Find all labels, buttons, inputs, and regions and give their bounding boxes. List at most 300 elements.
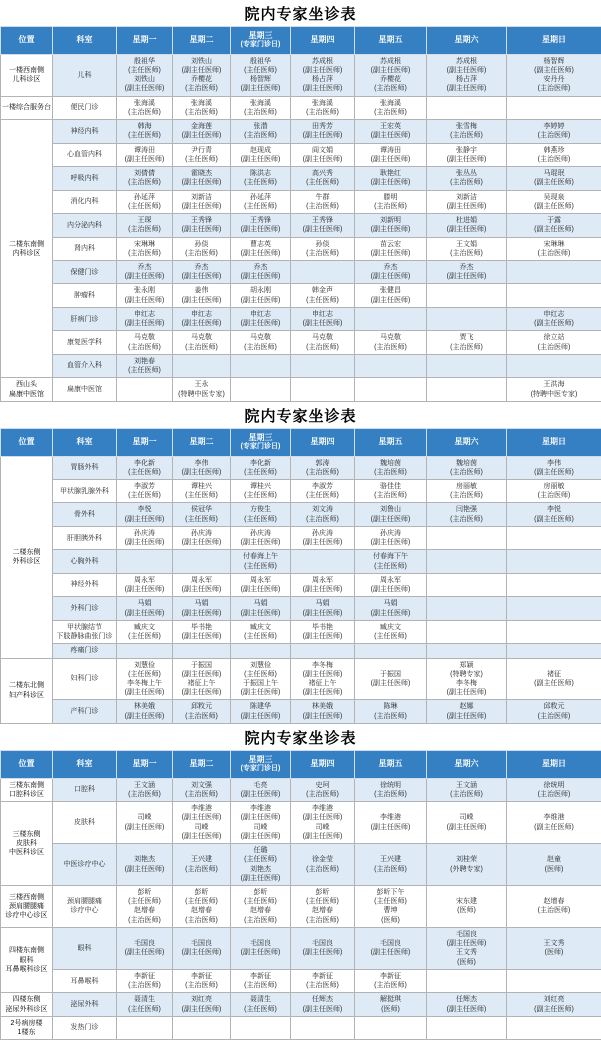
doctor-name: 王宏英 — [355, 122, 426, 131]
schedule-cell — [231, 573, 291, 596]
schedule-cell — [507, 96, 601, 119]
doctor-title: (副主任医师) — [117, 585, 172, 594]
schedule-cell — [427, 573, 507, 596]
doctor-title: (副主任医师) — [231, 319, 290, 328]
schedule-cell — [427, 927, 507, 969]
doctor-title: (主任医师) — [231, 515, 290, 524]
doctor-name: 马娟 — [117, 599, 172, 608]
doctor-name: 尹行青 — [173, 146, 230, 155]
doctor-title: (副主任医师) — [355, 249, 426, 258]
schedule-cell — [117, 214, 173, 237]
doctor-name: 聂清生 — [231, 995, 290, 1004]
doctor-name: 房丽敏 — [507, 482, 601, 491]
schedule-cell — [291, 307, 355, 330]
doctor-name: 韩海 — [117, 122, 172, 131]
header-cell: 星期二 — [173, 27, 231, 55]
doctor-name: 张雪梅 — [427, 122, 506, 131]
doctor-title: (副主任医师) — [173, 538, 230, 547]
doctor-title: (主治医师) — [117, 343, 172, 352]
department-cell: 泌尿外科 — [53, 993, 117, 1016]
doctor-name: 郭涛 — [291, 459, 354, 468]
doctor-title: (副主任医师) — [427, 202, 506, 211]
header-cell: 星期六 — [427, 27, 507, 55]
schedule-cell — [291, 260, 355, 283]
doctor-title: (主任医师) — [231, 632, 290, 641]
header-cell: 星期三 (专家门诊日) — [231, 27, 291, 55]
doctor-title: (副主任医师) — [427, 1005, 506, 1014]
schedule-cell — [231, 354, 291, 377]
doctor-name: 臧庆文 — [355, 623, 426, 632]
doctor-name: 彭昕 — [231, 888, 290, 897]
header-cell: 科室 — [53, 750, 117, 778]
schedule-cell — [291, 284, 355, 307]
schedule-cell — [117, 620, 173, 643]
schedule-cell — [231, 378, 291, 401]
schedule-cell — [355, 802, 427, 844]
doctor-title: (副主任医师) — [291, 66, 354, 75]
doctor-title: (副主任医师) — [291, 712, 354, 721]
doctor-title: (主治医师) — [117, 981, 172, 990]
schedule-cell — [231, 1016, 291, 1039]
doctor-name: 王秀锋 — [231, 216, 290, 225]
schedule-cell — [173, 658, 231, 700]
schedule-cell — [507, 620, 601, 643]
doctor-title: (主治医师) — [427, 131, 506, 140]
schedule-cell — [173, 54, 231, 96]
schedule-cell — [427, 143, 507, 166]
doctor-name: 刘红亮 — [507, 995, 601, 1004]
header-cell: 星期三 (专家门诊日) — [231, 750, 291, 778]
doctor-title: (主治医师) — [507, 249, 601, 258]
schedule-cell — [507, 573, 601, 596]
schedule-cell — [507, 1016, 601, 1039]
header-cell: 星期二 — [173, 428, 231, 456]
doctor-title: (主任医师) — [117, 1005, 172, 1014]
doctor-name: 苗云宏 — [355, 240, 426, 249]
doctor-name: 李维港 — [507, 813, 601, 822]
doctor-name: 王秀锋 — [173, 216, 230, 225]
doctor-name: 张海溪 — [355, 99, 426, 108]
doctor-title: (副主任医师) — [117, 319, 172, 328]
doctor-name: 王洪海 — [507, 380, 601, 389]
schedule-cell — [231, 597, 291, 620]
doctor-title: (副主任医师) — [173, 832, 230, 841]
schedule-cell — [291, 597, 355, 620]
doctor-title: (副主任医师) — [173, 632, 230, 641]
doctor-name: 刘文强 — [173, 781, 230, 790]
department-cell: 扁康中医馆 — [53, 378, 117, 401]
schedule-cell — [291, 237, 355, 260]
header-cell: 星期一 — [117, 428, 173, 456]
schedule-cell — [231, 331, 291, 354]
doctor-title: (主治医师) — [507, 343, 601, 352]
schedule-cell — [231, 167, 291, 190]
schedule-cell — [231, 260, 291, 283]
schedule-cell — [173, 354, 231, 377]
doctor-title: (副主任医师) — [173, 131, 230, 140]
schedule-cell — [291, 573, 355, 596]
doctor-name: 于振国 — [173, 661, 230, 670]
header-cell: 星期四 — [291, 428, 355, 456]
schedule-cell — [355, 143, 427, 166]
schedule-cell — [117, 597, 173, 620]
doctor-title: (主任医师) — [355, 562, 426, 571]
doctor-title: (副主任医师) — [231, 225, 290, 234]
schedule-cell — [231, 480, 291, 503]
doctor-title: (主任医师) — [117, 202, 172, 211]
doctor-name: 王琛 — [117, 216, 172, 225]
schedule-cell — [173, 597, 231, 620]
doctor-name: 林美娥 — [291, 702, 354, 711]
doctor-title: (副主任医师) — [173, 272, 230, 281]
doctor-name: 褚征上午 — [173, 679, 230, 688]
doctor-title: (副主任医师) — [231, 84, 290, 93]
table-title: 院内专家坐诊表 — [0, 0, 601, 26]
doctor-title: (外聘专家) — [427, 865, 506, 874]
doctor-title: (副主任医师) — [355, 131, 426, 140]
schedule-cell — [117, 503, 173, 526]
doctor-title: (主治医师) — [355, 491, 426, 500]
schedule-cell — [117, 307, 173, 330]
doctor-name: 毛亮 — [231, 781, 290, 790]
department-cell: 甲状腺结节 下肢静脉曲张门诊 — [53, 620, 117, 643]
schedule-cell — [173, 260, 231, 283]
schedule-cell — [173, 96, 231, 119]
schedule-cell — [507, 503, 601, 526]
doctor-title: (医师) — [427, 906, 506, 915]
doctor-name: 房丽敏 — [427, 482, 506, 491]
doctor-title: (主治医师) — [173, 916, 230, 925]
doctor-name: 徐立站 — [507, 333, 601, 342]
doctor-title: (主治医师) — [173, 84, 230, 93]
doctor-name: 李婷婷 — [507, 122, 601, 131]
doctor-name: 李维港 — [355, 813, 426, 822]
schedule-cell — [173, 526, 231, 549]
doctor-title: (副主任医师) — [355, 155, 426, 164]
doctor-name: 周永军 — [355, 576, 426, 585]
doctor-title: (副主任医师) — [231, 249, 290, 258]
schedule-cell — [507, 190, 601, 213]
doctor-name: 乔樱花 — [173, 75, 230, 84]
doctor-title: (副主任医师) — [507, 66, 601, 75]
location-cell: 一楼综合服务台 — [1, 96, 53, 119]
doctor-title: (主任医师) — [231, 855, 290, 864]
doctor-title: (医师) — [427, 958, 506, 967]
table-title: 院内专家坐诊表 — [0, 402, 601, 428]
doctor-name: 李冬梅 — [291, 661, 354, 670]
doctor-name: 陈建华 — [231, 702, 290, 711]
doctor-name: 苏成根 — [355, 57, 426, 66]
header-cell: 星期五 — [355, 428, 427, 456]
header-cell: 星期五 — [355, 750, 427, 778]
schedule-cell — [117, 802, 173, 844]
schedule-cell — [117, 573, 173, 596]
doctor-name: 刘铁山 — [173, 57, 230, 66]
expert-day-note: (专家门诊日) — [231, 443, 290, 452]
schedule-cell — [427, 526, 507, 549]
doctor-name: 安丹丹 — [507, 75, 601, 84]
doctor-name: 马克敬 — [117, 333, 172, 342]
department-cell: 肝胆胰外科 — [53, 526, 117, 549]
doctor-name: 魏培茵 — [427, 459, 506, 468]
doctor-name: 褚征 — [507, 670, 601, 679]
doctor-name: 付春海下午 — [355, 552, 426, 561]
doctor-name: 孙庆涛 — [355, 529, 426, 538]
doctor-name: 韩金声 — [291, 286, 354, 295]
doctor-name: 杨智辉 — [507, 57, 601, 66]
doctor-title: (副主任医师) — [427, 84, 506, 93]
schedule-cell — [231, 54, 291, 96]
doctor-name: 谭桂兴 — [231, 482, 290, 491]
doctor-name: 李悦 — [507, 505, 601, 514]
schedule-cell — [427, 620, 507, 643]
doctor-title: (副主任医师) — [173, 813, 230, 822]
doctor-title: (副主任医师) — [355, 515, 426, 524]
doctor-title: (副主任医师) — [173, 670, 230, 679]
schedule-cell — [117, 260, 173, 283]
doctor-title: (副主任医师) — [173, 948, 230, 957]
schedule-cell — [291, 167, 355, 190]
doctor-title: (副主任医师) — [507, 225, 601, 234]
doctor-name: 张静宇 — [427, 146, 506, 155]
doctor-name: 马娟 — [231, 599, 290, 608]
schedule-cell — [291, 802, 355, 844]
schedule-cell — [427, 354, 507, 377]
doctor-title: (主任医师) — [291, 296, 354, 305]
doctor-title: (副主任医师) — [355, 585, 426, 594]
doctor-name: 李新征 — [291, 972, 354, 981]
doctor-name: 张海溪 — [231, 99, 290, 108]
doctor-name: 赵娜 — [427, 702, 506, 711]
doctor-name: 杨占萍 — [291, 75, 354, 84]
doctor-name: 林美娥 — [117, 702, 172, 711]
header-cell: 星期一 — [117, 750, 173, 778]
department-cell: 甲状腺乳腺外科 — [53, 480, 117, 503]
location-cell: 二楼东南侧 内科诊区 — [1, 120, 53, 378]
schedule-cell — [355, 658, 427, 700]
doctor-name: 孙庆涛 — [291, 529, 354, 538]
schedule-cell — [427, 969, 507, 992]
doctor-title: (主任医师) — [231, 202, 290, 211]
doctor-title: (主治医师) — [427, 515, 506, 524]
doctor-title: (副主任医师) — [173, 178, 230, 187]
doctor-title: (主任医师) — [231, 562, 290, 571]
doctor-title: (副主任医师) — [355, 948, 426, 957]
doctor-title: (副主任医师) — [231, 538, 290, 547]
doctor-title: (主治医师) — [291, 865, 354, 874]
schedule-cell — [117, 237, 173, 260]
schedule-cell — [173, 378, 231, 401]
schedule-cell — [231, 190, 291, 213]
header-cell: 星期六 — [427, 750, 507, 778]
doctor-title: (主治医师) — [173, 108, 230, 117]
doctor-title: (主治医师) — [427, 790, 506, 799]
doctor-title: (副主任医师) — [173, 225, 230, 234]
schedule-cell — [355, 378, 427, 401]
doctor-name: 刘艳杰 — [117, 855, 172, 864]
doctor-name: 刘新明 — [355, 216, 426, 225]
doctor-name: 解挺琪 — [355, 995, 426, 1004]
doctor-name: 申红志 — [173, 310, 230, 319]
doctor-name: 毛国良 — [173, 939, 230, 948]
schedule-cell — [173, 993, 231, 1016]
schedule-cell — [427, 284, 507, 307]
doctor-name: 马琨珉 — [507, 169, 601, 178]
schedule-cell — [231, 214, 291, 237]
doctor-name: 张海溪 — [173, 99, 230, 108]
doctor-name: 司嵘 — [427, 813, 506, 822]
doctor-title: (副主任医师) — [117, 515, 172, 524]
expert-day-note: (专家门诊日) — [231, 41, 290, 50]
doctor-title: (副主任医师) — [231, 813, 290, 822]
schedule-cell — [117, 644, 173, 658]
schedule-cell — [507, 167, 601, 190]
schedule-cell — [173, 778, 231, 801]
doctor-title: (副主任医师) — [355, 538, 426, 547]
doctor-title: (主任医师) — [173, 515, 230, 524]
schedule-cell — [507, 778, 601, 801]
doctor-name: 李冬梅上午 — [117, 679, 172, 688]
doctor-name: 乔杰 — [427, 263, 506, 272]
doctor-name: 李维港 — [173, 804, 230, 813]
doctor-name: 于振国上午 — [231, 679, 290, 688]
doctor-title: (副主任医师) — [173, 202, 230, 211]
header-cell: 科室 — [53, 27, 117, 55]
doctor-name: 谭涛田 — [117, 146, 172, 155]
doctor-title: (副主任医师) — [427, 939, 506, 948]
schedule-cell — [117, 526, 173, 549]
doctor-title: (主治医师) — [427, 343, 506, 352]
schedule-cell — [117, 284, 173, 307]
doctor-name: 李新征 — [173, 972, 230, 981]
schedule-cell — [291, 526, 355, 549]
doctor-name: 申红志 — [507, 310, 601, 319]
schedule-cell — [355, 167, 427, 190]
schedule-cell — [231, 778, 291, 801]
schedule-cell — [231, 620, 291, 643]
doctor-name: 杨智辉 — [231, 75, 290, 84]
doctor-title: (主任医师) — [231, 178, 290, 187]
schedule-cell — [355, 307, 427, 330]
header-cell: 位置 — [1, 750, 53, 778]
doctor-name: 孙庆涛 — [231, 529, 290, 538]
doctor-title: (主治医师) — [355, 108, 426, 117]
location-cell: 二楼东北侧 妇产科诊区 — [1, 658, 53, 723]
doctor-title: (副主任医师) — [355, 272, 426, 281]
schedule-cell — [231, 550, 291, 573]
department-cell: 肝病门诊 — [53, 307, 117, 330]
schedule-cell — [507, 658, 601, 700]
table-title: 院内专家坐诊表 — [0, 724, 601, 750]
doctor-name: 张健昌 — [355, 286, 426, 295]
doctor-title: (副主任医师) — [291, 670, 354, 679]
schedule-cell — [291, 190, 355, 213]
doctor-name: 毛国良 — [427, 930, 506, 939]
location-cell: 四楼东侧 泌尿外科诊区 — [1, 993, 53, 1016]
schedule-cell — [231, 700, 291, 723]
schedule-cell — [231, 503, 291, 526]
doctor-title: (主任医师) — [173, 491, 230, 500]
schedule-cell — [355, 886, 427, 928]
schedule-cell — [427, 307, 507, 330]
schedule-cell — [173, 886, 231, 928]
doctor-title: (主治医师) — [507, 84, 601, 93]
doctor-name: 周永军 — [231, 576, 290, 585]
schedule-cell — [291, 120, 355, 143]
schedule-table — [0, 750, 601, 1040]
doctor-title: (副主任医师) — [231, 874, 290, 883]
doctor-title: (副主任医师) — [117, 712, 172, 721]
schedule-cell — [291, 480, 355, 503]
schedule-cell — [427, 844, 507, 886]
schedule-cell — [507, 969, 601, 992]
schedule-cell — [117, 778, 173, 801]
doctor-name: 马娟 — [355, 599, 426, 608]
doctor-title: (主任医师) — [117, 897, 172, 906]
doctor-name: 徐统明 — [355, 781, 426, 790]
doctor-name: 李新征 — [355, 972, 426, 981]
location-cell: 2号病房楼 1楼东 — [1, 1016, 53, 1039]
doctor-name: 刘红亮 — [173, 995, 230, 1004]
doctor-title: (主治医师) — [291, 515, 354, 524]
doctor-title: (主治医师) — [173, 865, 230, 874]
doctor-name: 李化新 — [231, 459, 290, 468]
doctor-title: (医师) — [507, 865, 601, 874]
doctor-title: (副主任医师) — [355, 66, 426, 75]
schedule-cell — [173, 143, 231, 166]
doctor-name: 申红志 — [117, 310, 172, 319]
doctor-title: (副主任医师) — [291, 1005, 354, 1014]
doctor-title: (主治医师) — [291, 343, 354, 352]
schedule-cell — [355, 120, 427, 143]
schedule-cell — [291, 927, 355, 969]
doctor-title: (副主任医师) — [427, 712, 506, 721]
header-cell: 星期一 — [117, 27, 173, 55]
schedule-cell — [291, 644, 355, 658]
schedule-cell — [117, 700, 173, 723]
schedule-cell — [117, 190, 173, 213]
doctor-name: 刘慧俭 — [231, 661, 290, 670]
schedule-cell — [173, 802, 231, 844]
doctor-title: (副主任医师) — [507, 319, 601, 328]
doctor-name: 褚征上午 — [291, 679, 354, 688]
department-cell: 神经内科 — [53, 120, 117, 143]
doctor-title: (副主任医师) — [291, 585, 354, 594]
doctor-name: 赵增春 — [231, 906, 290, 915]
header-cell: 星期日 — [507, 750, 601, 778]
schedule-cell — [173, 307, 231, 330]
schedule-cell — [173, 573, 231, 596]
schedule-cell — [427, 480, 507, 503]
doctor-name: 霍晓杰 — [173, 169, 230, 178]
doctor-title: (副主任医师) — [427, 225, 506, 234]
doctor-title: (副主任医师) — [507, 202, 601, 211]
location-cell: 西山头 扁康中医馆 — [1, 378, 53, 401]
doctor-name: 任辉杰 — [291, 995, 354, 1004]
doctor-title: (主治医师) — [355, 981, 426, 990]
schedule-cell — [173, 480, 231, 503]
doctor-name: 孙庆涛 — [117, 529, 172, 538]
doctor-title: (主治医师) — [231, 981, 290, 990]
department-cell: 中医诊疗中心 — [53, 844, 117, 886]
doctor-name: 赵童 — [507, 855, 601, 864]
doctor-name: 殷祖华 — [117, 57, 172, 66]
schedule-cell — [231, 658, 291, 700]
schedule-cell — [507, 284, 601, 307]
doctor-name: 徐统明 — [507, 781, 601, 790]
doctor-name: 马娟 — [173, 599, 230, 608]
doctor-title: (副主任医师) — [173, 66, 230, 75]
